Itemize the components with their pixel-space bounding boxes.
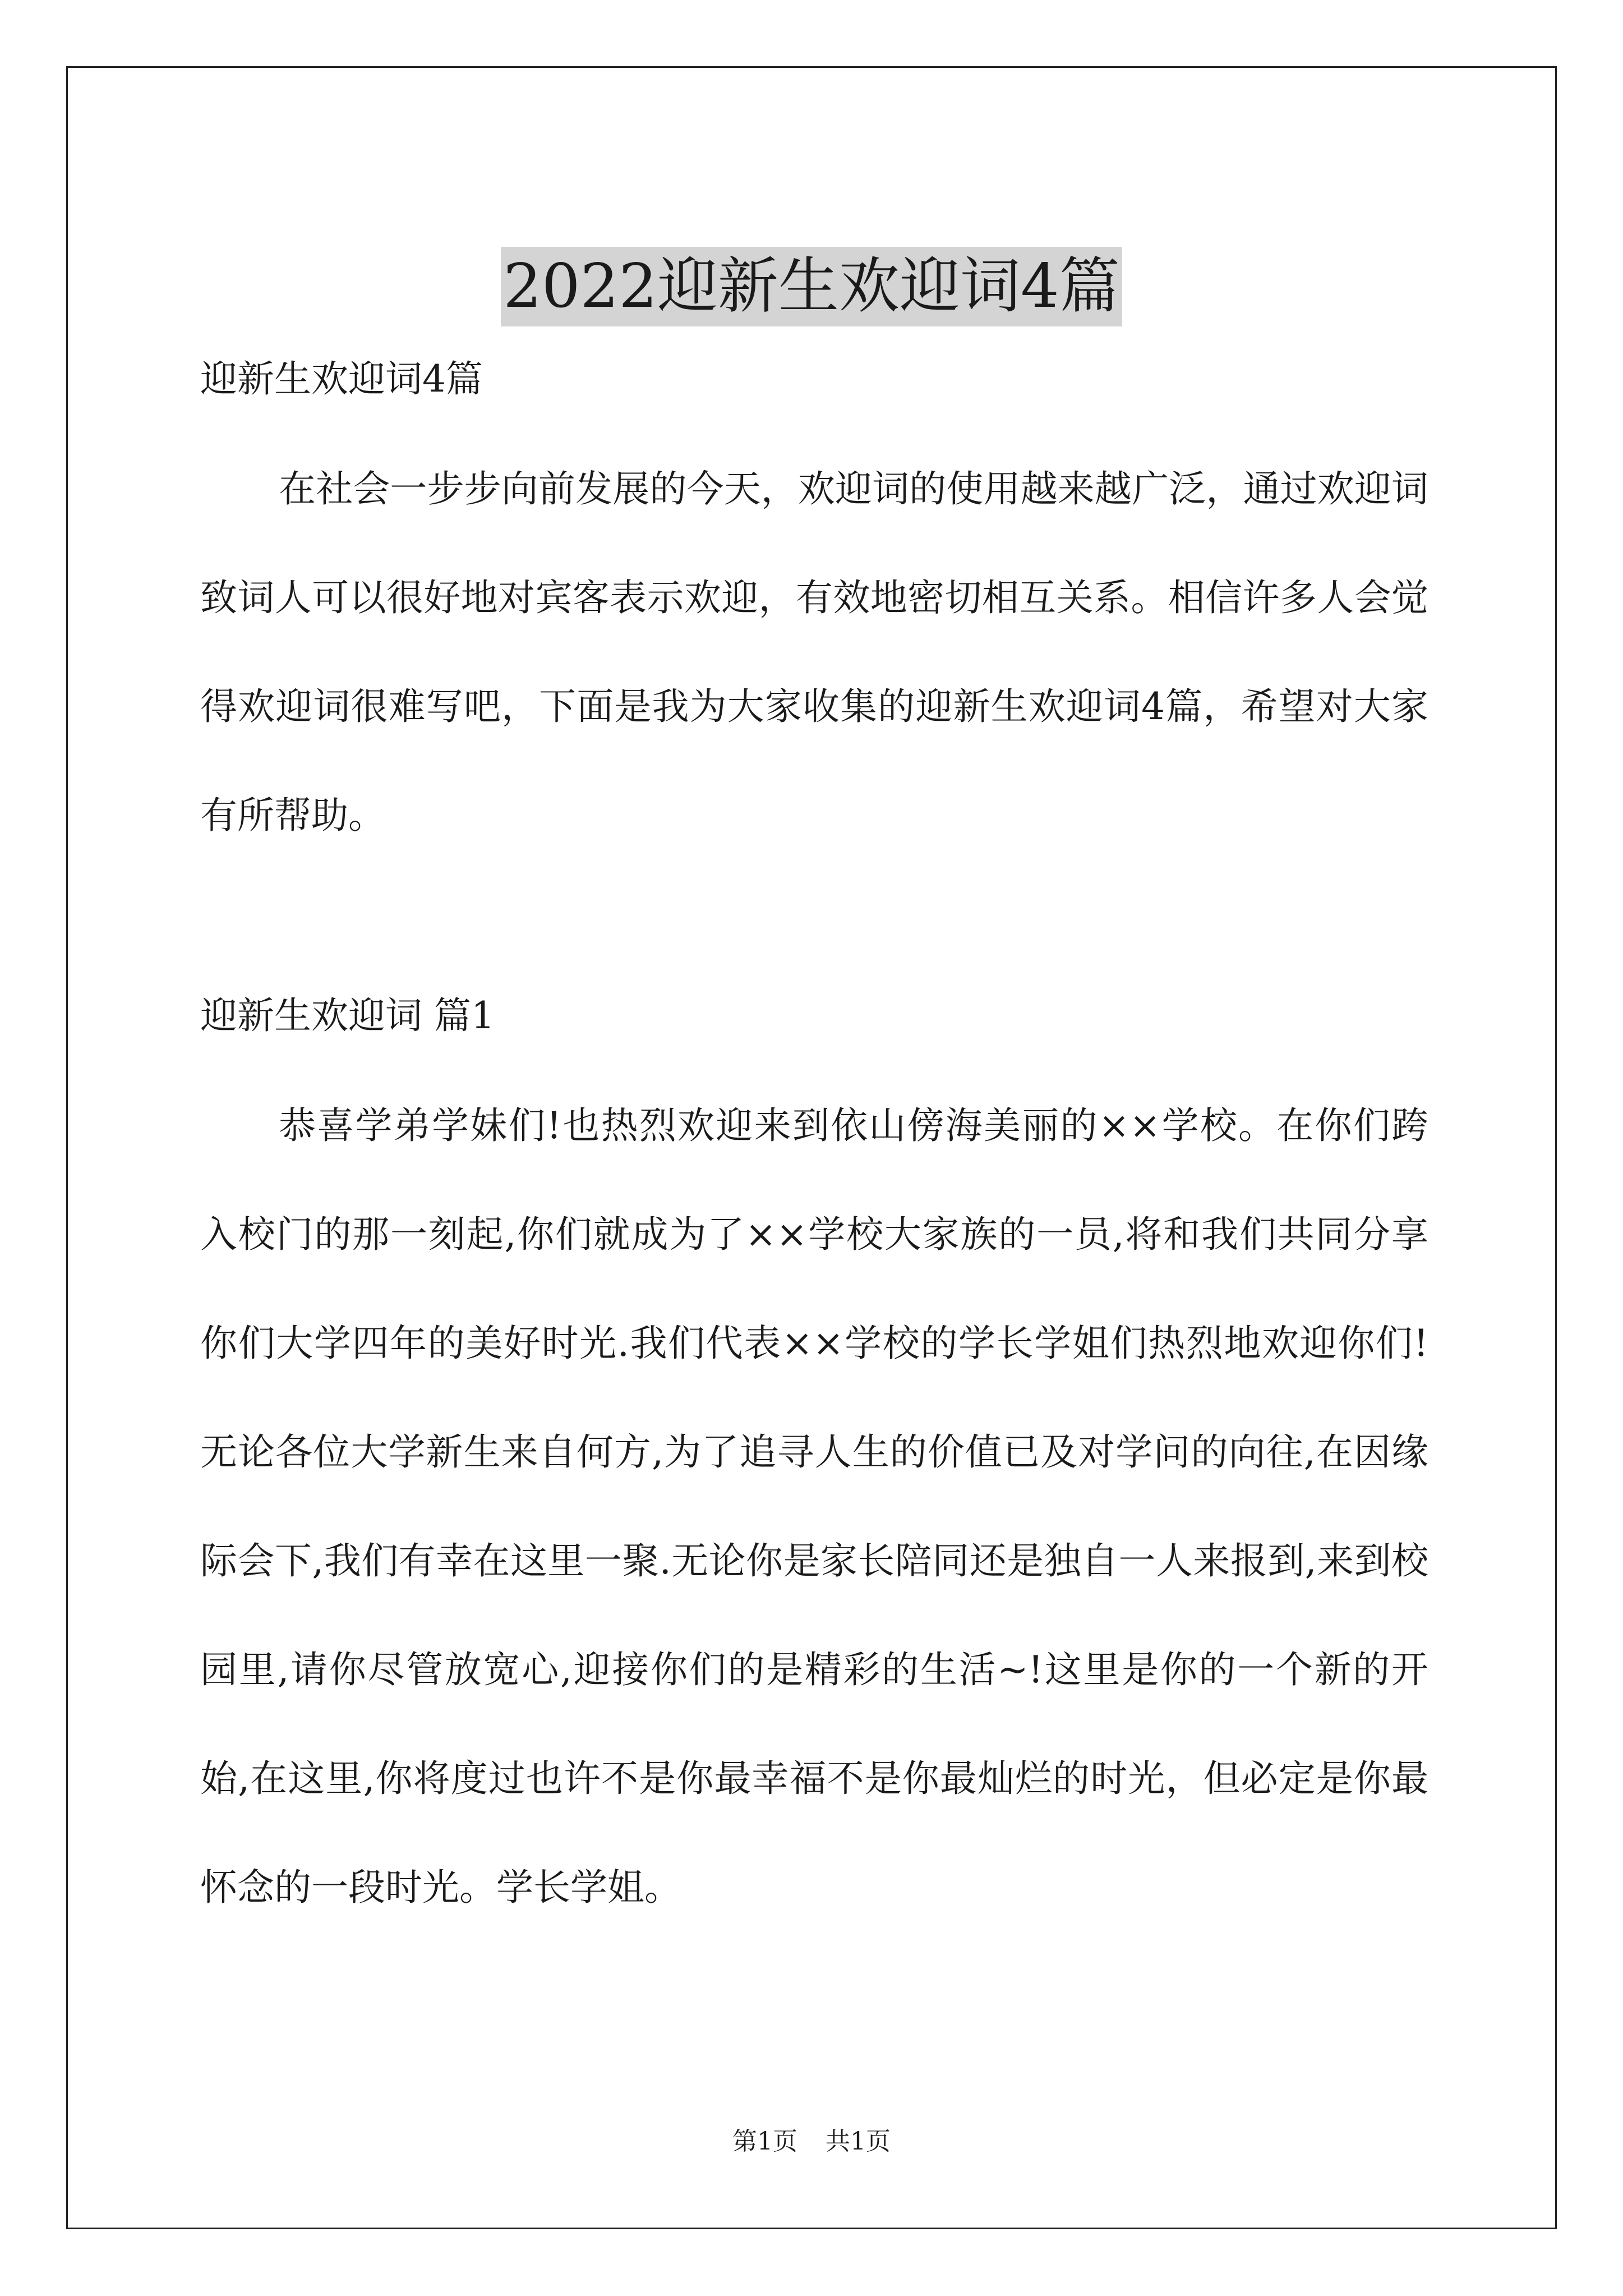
intro-section (200, 353, 1428, 405)
section1-paragraph: 恭喜学弟学妹们!也热烈欢迎来到依山傍海美丽的××学校。在你们跨入校门的那一刻起,你们就成为了××学校大家族的一员,将和我们共同分享你们大学四年的美好时光.我们代表××学校的学长学姐们热烈地欢迎你们!无论各位大学新生来自何方,为了追寻人生的价值已及对学问的向往,在因缘际会下,我们有幸在这里一聚.无论你是家长陪同还是独自一人来报到,来到校园里,请你尽管放宽心,迎接你们的是精彩的生活~!这里是你的一个新的开始,在这里,你将度过也许不是你最幸福不是你最灿烂的时光，但必定是你最怀念的一段时光。学长学姐。 (200, 1104, 1428, 1909)
page-footer (0, 2125, 1623, 2159)
intro-heading: 迎新生欢迎词4篇 (200, 357, 483, 401)
page-number-total: 共1页 (826, 2127, 891, 2156)
document-title: 2022迎新生欢迎词4篇 (501, 247, 1122, 326)
intro-paragraph: 在社会一步步向前发展的今天，欢迎词的使用越来越广泛，通过欢迎词致词人可以很好地对宾客表示欢迎，有效地密切相互关系。相信许多人会觉得欢迎词很难写吧，下面是我为大家收集的迎新生欢迎词4篇，希望对大家有所帮助。 (200, 467, 1428, 837)
title-container (0, 206, 1623, 367)
section1-header (200, 990, 1428, 1042)
section1-body (200, 1071, 1428, 1942)
intro-body (200, 435, 1428, 870)
section1-heading: 迎新生欢迎词 篇1 (200, 994, 495, 1037)
page-number-current: 第1页 (732, 2127, 797, 2156)
